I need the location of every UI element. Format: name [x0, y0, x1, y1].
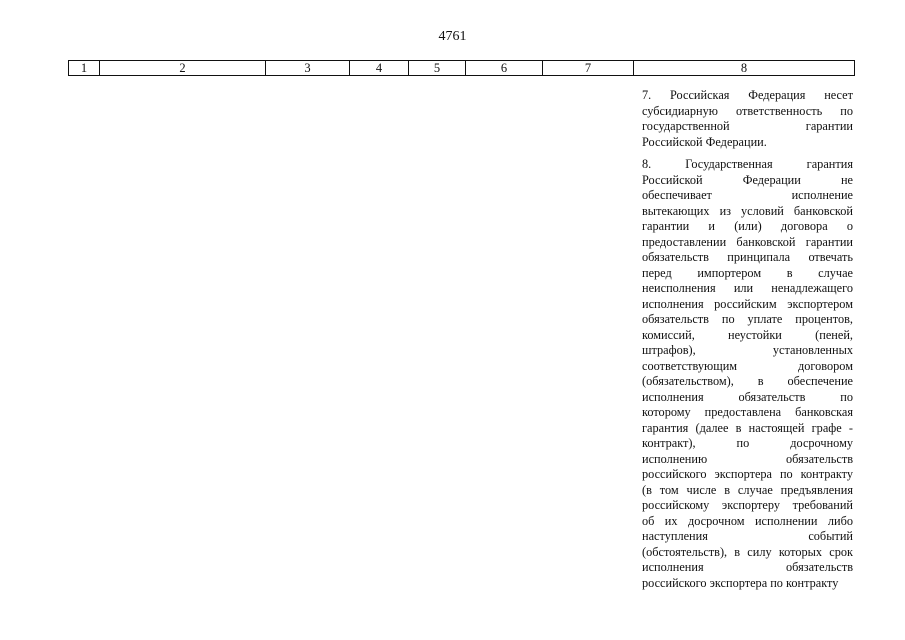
paragraph-line: (обстоятельств), в силу которых срок — [642, 544, 853, 559]
paragraph-line: 8. Государственная гарантия — [642, 157, 853, 171]
paragraph-line: исполнению обязательств — [642, 451, 853, 466]
paragraph-line: штрафов), установленных — [642, 343, 853, 357]
paragraph-line: гарантии и (или) договора о — [642, 219, 853, 233]
paragraph-line: которому предоставлена банковская — [642, 405, 853, 419]
paragraph-line: исполнения обязательств по — [642, 389, 853, 404]
paragraph-line: неисполнения или ненадлежащего — [642, 281, 853, 295]
paragraph-line: российского экспортера по контракту — [642, 575, 839, 590]
paragraph-line: Российской Федерации. — [642, 134, 767, 149]
paragraph-line: обязательств по уплате процентов, — [642, 312, 853, 326]
paragraph-line: российского экспортера по контракту — [642, 467, 853, 481]
paragraph-line: (обязательством), в обеспечение — [642, 374, 853, 388]
column-header-3: 3 — [266, 61, 350, 76]
paragraph-line: гарантия (далее в настоящей графе - — [642, 420, 853, 435]
paragraph-2 — [642, 157, 853, 591]
column-header-6: 6 — [466, 61, 543, 76]
paragraph-line: исполнения обязательств — [642, 560, 853, 574]
paragraph-line: субсидиарную ответственность по — [642, 103, 853, 118]
page-number: 4761 — [438, 29, 467, 44]
paragraph-line: 7. Российская Федерация несет — [642, 88, 853, 102]
column-8-text — [642, 88, 853, 598]
paragraph-line: обеспечивает исполнение — [642, 188, 853, 202]
column-header-table — [68, 60, 855, 76]
paragraph-line: (в том числе в случае предъявления — [642, 482, 853, 497]
column-header-2: 2 — [100, 61, 266, 76]
paragraph-line: обязательств принципала отвечать — [642, 250, 853, 264]
column-header-8: 8 — [634, 61, 855, 76]
paragraph-line: контракт), по досрочному — [642, 436, 853, 450]
paragraph-line: наступления событий — [642, 529, 853, 543]
paragraph-line: об их досрочном исполнении либо — [642, 513, 853, 528]
paragraph-line: Российской Федерации не — [642, 172, 853, 187]
column-header-7: 7 — [543, 61, 634, 76]
column-header-1: 1 — [69, 61, 100, 76]
paragraph-line: вытекающих из условий банковской — [642, 203, 853, 218]
column-header-5: 5 — [409, 61, 466, 76]
paragraph-1 — [642, 88, 853, 150]
paragraph-line: исполнения российским экспортером — [642, 296, 853, 311]
paragraph-line: предоставлении банковской гарантии — [642, 234, 853, 249]
paragraph-line: комиссий, неустойки (пеней, — [642, 327, 853, 342]
paragraph-line: соответствующим договором — [642, 358, 853, 373]
paragraph-line: перед импортером в случае — [642, 265, 853, 280]
paragraph-line: российскому экспортеру требований — [642, 498, 853, 512]
column-header-row — [69, 61, 855, 76]
paragraph-line: государственной гарантии — [642, 119, 853, 133]
column-header-4: 4 — [350, 61, 409, 76]
